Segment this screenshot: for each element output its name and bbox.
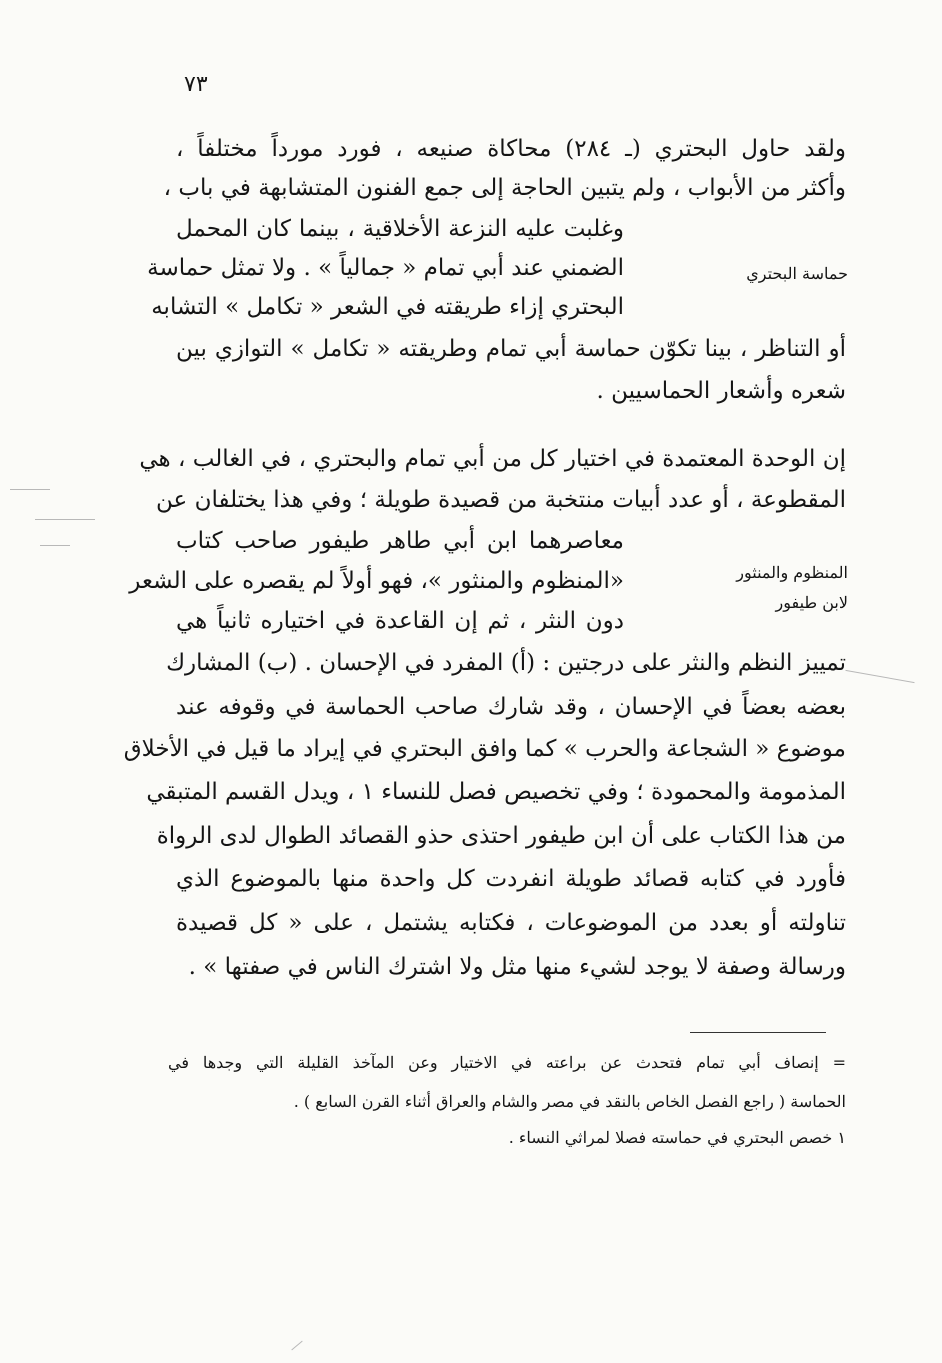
paragraph-2-line-9: المذمومة والمحمودة ؛ وفي تخصيص فصل للنساء ١ ، ويدل القسم المتبقي	[146, 779, 846, 805]
paragraph-2-line-7: بعضه بعضاً في الإحسان ، وقد شارك صاحب الحماسة في وقوفه عند	[176, 694, 846, 720]
paragraph-1-line-1: ولقد حاول البحتري (ـ ٢٨٤) محاكاة صنيعه ، فورد مورداً مختلفاً ،	[176, 136, 847, 162]
margin-note-ibn-tayfur-line-1: المنظوم والمنثور	[736, 563, 848, 582]
scan-artifact	[10, 489, 50, 490]
paragraph-1-line-3: وغلبت عليه النزعة الأخلاقية ، بينما كان المحمل	[176, 216, 624, 242]
footnote-line-2: الحماسة ( راجع الفصل الخاص بالنقد في مصر والشام والعراق أثناء القرن السابع ) .	[293, 1092, 846, 1111]
paragraph-2-line-5: دون النثر ، ثم إن القاعدة في اختياره ثانياً هي	[176, 608, 624, 634]
page-number: ٧٣	[184, 72, 208, 97]
margin-note-buhturi: حماسة البحتري	[746, 264, 848, 283]
paragraph-2-line-11: فأورد في كتابه قصائد طويلة انفردت كل واحدة منها بالموضوع الذي	[176, 866, 846, 892]
paragraph-2-line-2: المقطوعة ، أو عدد أبيات منتخبة من قصيدة طويلة ؛ وفي هذا يختلفان عن	[156, 487, 846, 513]
paragraph-2-line-6: تمييز النظم والنثر على درجتين : (أ) المفرد في الإحسان . (ب) المشارك	[166, 650, 846, 676]
scan-artifact	[35, 519, 95, 520]
footnote-rule	[690, 1032, 826, 1033]
paragraph-1-line-6: أو التناظر ، بينا تكوّن حماسة أبي تمام وطريقته « تكامل » التوازي بين	[176, 336, 846, 362]
paragraph-2-line-4: «المنظوم والمنثور »، فهو أولاً لم يقصره على الشعر	[129, 568, 624, 594]
paragraph-2-line-13: ورسالة وصفة لا يوجد لشيء منها مثل ولا اشترك الناس في صفتها » .	[188, 954, 846, 980]
footnote-line-3: ١ خصص البحتري في حماسته فصلا لمراثي النساء .	[508, 1128, 846, 1147]
paragraph-2-line-8: موضوع « الشجاعة والحرب » كما وافق البحتري في إيراد ما قيل في الأخلاق	[123, 736, 846, 762]
paragraph-1-line-2: وأكثر من الأبواب ، ولم يتبين الحاجة إلى جمع الفنون المتشابهة في باب ،	[163, 175, 846, 201]
paragraph-2-line-3: معاصرهما ابن أبي طاهر طيفور صاحب كتاب	[176, 528, 624, 554]
scan-artifact	[40, 545, 70, 546]
scan-artifact	[291, 1341, 302, 1351]
paragraph-1-line-5: البحتري إزاء طريقته في الشعر « تكامل » التشابه	[151, 294, 624, 320]
paragraph-2-line-1: إن الوحدة المعتمدة في اختيار كل من أبي تمام والبحتري ، في الغالب ، هي	[139, 446, 846, 472]
paragraph-1-line-4: الضمني عند أبي تمام « جمالياً » . ولا تمثل حماسة	[147, 255, 624, 281]
footnote-line-1: = إنصاف أبي تمام فتحدث عن براعته في الاختيار وعن المآخذ القليلة التي وجدها في	[168, 1053, 846, 1072]
paragraph-2-line-12: تناولته أو بعدد من الموضوعات ، فكتابه يشتمل ، على « كل قصيدة	[176, 910, 846, 936]
paragraph-2-line-10: من هذا الكتاب على أن ابن طيفور احتذى حذو القصائد الطوال لدى الرواة	[156, 823, 846, 849]
margin-note-ibn-tayfur-line-2: لابن طيفور	[775, 593, 848, 612]
scan-artifact	[845, 670, 914, 683]
paragraph-1-line-7: شعره وأشعار الحماسيين .	[596, 378, 846, 404]
